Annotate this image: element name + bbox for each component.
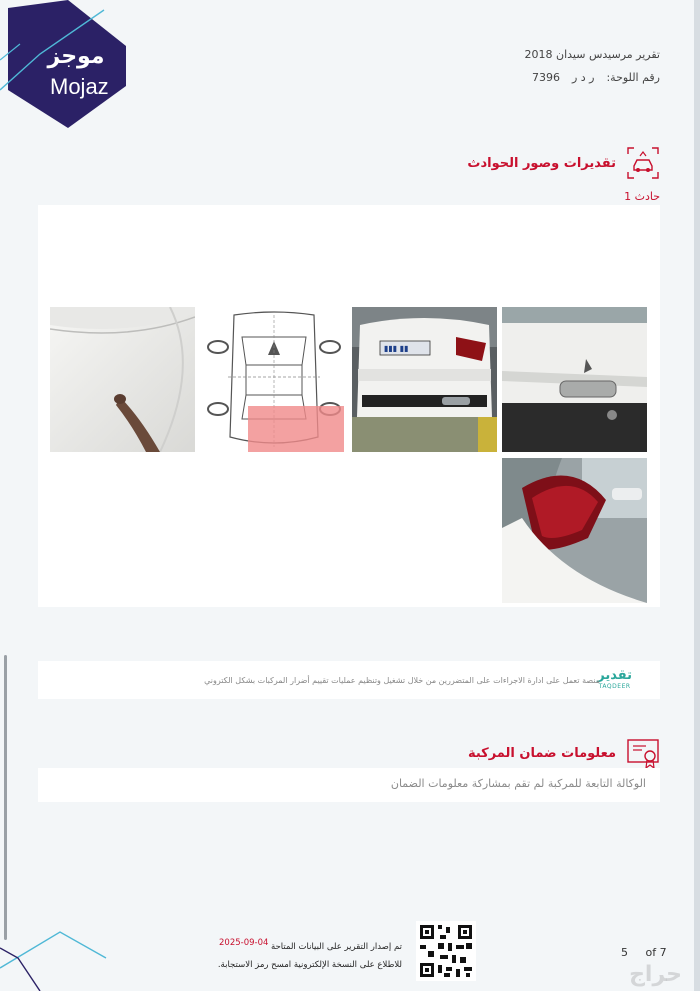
right-edge-divider xyxy=(694,0,700,991)
plate-label: رقم اللوحة: xyxy=(606,71,660,84)
footer-issued-text: تم إصدار التقرير على البيانات المتاحة xyxy=(270,942,402,952)
damage-zone-rear-right xyxy=(248,406,344,452)
scrollbar[interactable] xyxy=(4,655,7,940)
warranty-info-card xyxy=(38,768,660,802)
damage-photo-taillight[interactable] xyxy=(502,458,647,603)
footer-scan-text: للاطلاع على النسخة الإلكترونية امسح رمز الاستجابة. xyxy=(217,960,402,970)
damage-photo-rear[interactable] xyxy=(352,307,497,452)
report-title: تقرير مرسيدس سيدان 2018 xyxy=(524,48,660,61)
tqdeer-logo-english: TAQDEER xyxy=(598,683,631,690)
car-damage-diagram xyxy=(202,307,347,452)
corner-decoration xyxy=(0,928,110,991)
footer-issued-date: 2025-09-04 xyxy=(219,938,269,948)
certificate-icon xyxy=(626,736,660,770)
warranty-section-header xyxy=(468,736,660,770)
tqdeer-description: منصة تعمل على ادارة الاجراءات على المتضررين من خلال تشغيل وتنظيم عمليات تقييم أضرار المركبات بشكل الكتروني xyxy=(204,676,600,685)
accident-label: حادث 1 xyxy=(624,190,660,203)
accidents-section-header xyxy=(467,146,660,180)
logo-arabic-text: موجز xyxy=(47,44,105,69)
svg-text:▮▮▮ ▮▮: ▮▮▮ ▮▮ xyxy=(384,344,409,353)
qr-code-icon[interactable] xyxy=(416,921,476,981)
mojaz-logo xyxy=(0,0,130,130)
warranty-section-title: معلومات ضمان المركبة xyxy=(467,745,616,761)
tqdeer-logo xyxy=(597,669,632,690)
plate-letters: ر د ر xyxy=(571,71,595,84)
damage-photo-exhaust[interactable] xyxy=(502,307,647,452)
logo-english-text: Mojaz xyxy=(50,74,109,99)
plate-number: 7396 xyxy=(531,71,560,84)
watermark: حراج xyxy=(629,962,682,987)
page-current: 5 xyxy=(621,946,628,959)
page-indicator xyxy=(621,946,667,959)
warranty-message: الوكالة التابعة للمركبة لم تقم بمشاركة معلومات الضمان xyxy=(390,777,646,790)
tqdeer-info-card xyxy=(38,661,660,699)
page-total: of 7 xyxy=(645,946,667,959)
car-crash-icon xyxy=(626,146,660,180)
tqdeer-logo-arabic: تقدير xyxy=(597,668,632,683)
accident-photos-card xyxy=(38,205,660,607)
accidents-section-title: تقديرات وصور الحوادث xyxy=(467,155,616,171)
damage-photo-fender[interactable] xyxy=(50,307,195,452)
plate-row xyxy=(532,71,660,84)
